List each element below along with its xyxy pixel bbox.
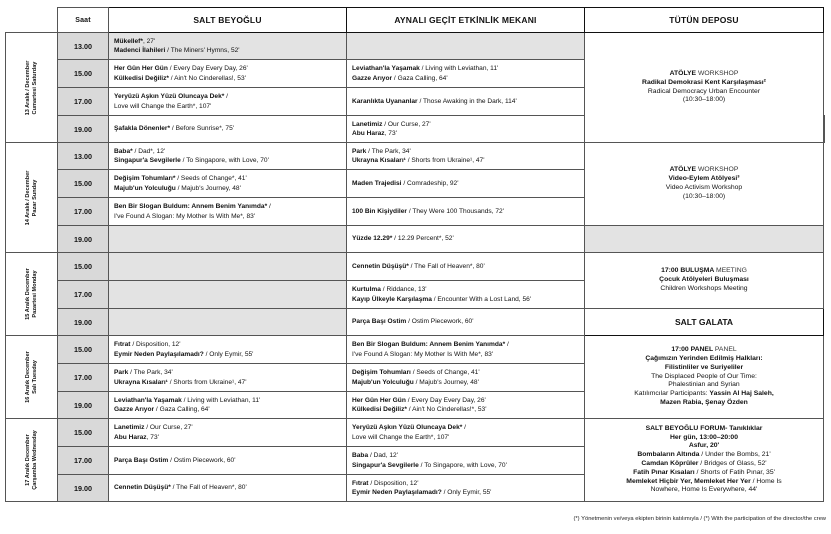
- event-detail: I've Found A Slogan: My Mother Is With Me*, 83': [114, 212, 256, 220]
- event-detail: / Our Curse, 27': [144, 424, 193, 432]
- event-title: Ben Bir Slogan Buldum: Annem Benim Yanımda*: [352, 341, 506, 349]
- forum-film: Asfur, 20': [688, 442, 720, 450]
- event-detail: / Every Day Every Day, 26': [167, 65, 248, 73]
- meeting-label-en: MEETING: [715, 267, 747, 275]
- event-detail: / Shorts from Ukraine¹, 47': [405, 157, 485, 164]
- event-detail: / Ostim Piecework, 60': [406, 318, 474, 326]
- day-label: 13 Aralık / December Cumartesi Saturday: [24, 60, 38, 115]
- meeting-title: Çocuk Atölyeleri Buluşması: [659, 276, 749, 284]
- salt-beyoglu-event: [109, 253, 347, 281]
- time-cell: 19.00: [58, 392, 109, 419]
- day-label: 17 Aralık December Çarşamba Wednesday: [24, 430, 38, 490]
- aynali-gecit-event: [347, 447, 585, 475]
- table-row: [6, 143, 825, 170]
- aynali-gecit-event: [347, 475, 585, 502]
- panel-title-en: The Displaced People of Our Time:: [651, 372, 757, 380]
- event-title: Fıtrat: [114, 341, 131, 349]
- time-cell: 17.00: [58, 447, 109, 475]
- time-cell: 19.00: [58, 116, 109, 143]
- event-detail: / The Park, 34': [128, 369, 173, 377]
- footnote: (*) Yönetmenin ve/veya ekipten birinin katılımıyla / (*) With the participation of the director/the crew: [573, 516, 826, 522]
- salt-beyoglu-event: [109, 226, 347, 253]
- event-detail: / Dad, 12': [368, 452, 398, 460]
- empty-cell: [824, 116, 825, 143]
- event-detail: / 12.29 Percent*, 52': [392, 235, 454, 243]
- aynali-gecit-event: [347, 60, 585, 88]
- event-detail: / Ain't No Cinderellas!*, 53': [406, 406, 487, 413]
- aynali-gecit-event: [347, 116, 585, 143]
- salt-beyoglu-event: [109, 475, 347, 502]
- event-detail: / To Singapore, with Love, 70': [418, 461, 507, 469]
- workshop-hours: (10:30–18:00): [682, 192, 726, 200]
- salt-beyoglu-event: [109, 419, 347, 447]
- header-aynali-gecit: AYNALI GEÇİT ETKİNLİK MEKANI: [347, 8, 585, 33]
- event-detail: / Disposition, 12': [368, 479, 419, 487]
- event-title: Değişim Tohumları: [352, 369, 411, 377]
- event-title: Gazze Arıyor: [352, 74, 393, 82]
- time-cell: 19.00: [58, 226, 109, 253]
- event-detail: / Disposition, 12': [130, 341, 181, 349]
- table-row: [6, 336, 825, 364]
- event-title: Değişim Tohumları*: [114, 175, 176, 183]
- event-title: Singapur'a Sevgilerle: [114, 157, 181, 164]
- forum-film-en: / Home Is: [750, 477, 782, 485]
- forum-film: Bombaların Altında: [637, 451, 700, 459]
- event-title: Majub'un Yolculuğu: [352, 378, 414, 386]
- event-detail: , 27': [142, 37, 156, 45]
- panel-participants-2: Mazen Rabia, Şenay Özden: [660, 398, 748, 406]
- event-detail: / Living with Leviathan, 11': [419, 65, 499, 73]
- salt-beyoglu-event: [109, 170, 347, 198]
- aynali-gecit-event: [347, 392, 585, 419]
- aynali-gecit-event: [347, 170, 585, 198]
- event-detail: / Majub's Journey, 48': [413, 378, 479, 386]
- day-label-cell: [6, 253, 58, 336]
- salt-beyoglu-event: [109, 336, 347, 364]
- header-salt-beyoglu: SALT BEYOĞLU: [109, 8, 347, 33]
- workshop-hours: (10:30–18:00): [682, 96, 726, 104]
- event-detail: / Gaza Calling, 64': [392, 74, 448, 82]
- day-label-cell: [6, 143, 58, 253]
- event-title: Eymir Neden Paylaşılamadı?: [114, 350, 204, 358]
- event-detail: , 73': [146, 433, 159, 441]
- event-detail: / Seeds of Change, 41': [410, 369, 480, 377]
- salt-beyoglu-event: [109, 392, 347, 419]
- event-detail: / Those Awaking in the Dark, 114': [417, 97, 517, 105]
- workshop-title: Video-Eylem Atölyesi³: [668, 175, 740, 183]
- event-detail: / The Fall of Heaven*, 80': [408, 262, 485, 270]
- event-title: Ben Bir Slogan Buldum: Annem Benim Yanımda*: [114, 203, 268, 211]
- event-title: Abu Haraz: [114, 433, 147, 441]
- salt-beyoglu-event: [109, 309, 347, 336]
- day-label-cell: [6, 336, 58, 419]
- event-detail: / Gaza Calling, 64': [154, 406, 210, 413]
- event-title: Karanlıkta Uyananlar: [352, 97, 418, 105]
- event-detail: I've Found A Slogan: My Mother Is With Me*, 83': [352, 350, 494, 358]
- forum-cell: [585, 419, 824, 502]
- event-detail: / Encounter With a Lost Land, 56': [431, 295, 532, 303]
- header-tutun-deposu: TÜTÜN DEPOSU: [585, 8, 824, 33]
- event-title: Singapur'a Sevgilerle: [352, 461, 419, 469]
- workshop-title: Radikal Demokrasi Kent Karşılaşması²: [642, 78, 766, 86]
- event-detail: / Living with Leviathan, 11': [181, 396, 261, 404]
- event-detail: / To Singapore, with Love, 70': [180, 157, 269, 164]
- event-detail: /: [267, 203, 271, 211]
- event-detail: / Every Day Every Day, 26': [405, 396, 486, 404]
- salt-beyoglu-event: [109, 88, 347, 116]
- event-title: Lanetimiz: [114, 424, 145, 432]
- panel-participants-label: Katılımcılar Participants:: [634, 390, 710, 398]
- forum-film: Memleket Hiçbir Yer, Memleket Her Yer: [626, 477, 751, 485]
- salt-beyoglu-event: [109, 281, 347, 309]
- event-title: Park: [114, 369, 129, 377]
- workshop-label: ATÖLYE: [669, 166, 698, 174]
- table-row: [6, 226, 825, 253]
- salt-beyoglu-event: [109, 116, 347, 143]
- aynali-gecit-event: [347, 88, 585, 116]
- event-title: Ukrayna Kısaları¹: [114, 378, 168, 386]
- table-row: [6, 253, 825, 281]
- forum-film-en: / Bridges of Glass, 52': [698, 460, 767, 467]
- event-detail: / The Park, 34': [366, 147, 411, 155]
- event-detail: / Seeds of Change*, 41': [175, 175, 247, 183]
- forum-film: Camdan Köprüler: [641, 460, 699, 467]
- forum-film-en: / Under the Bombs, 21': [699, 451, 771, 459]
- table-row: [6, 33, 825, 60]
- event-title: Abu Haraz: [352, 130, 385, 137]
- aynali-gecit-event: [347, 226, 585, 253]
- day-label: 15 Aralık December Pazartesi Monday: [24, 268, 38, 320]
- event-title: Fıtrat: [352, 479, 369, 487]
- time-cell: 13.00: [58, 33, 109, 60]
- event-detail: / Majub's Journey, 48': [175, 184, 241, 192]
- table-row: [6, 309, 825, 336]
- event-title: Majub'un Yolculuğu: [114, 184, 176, 192]
- aynali-gecit-event: [347, 309, 585, 336]
- event-title: Cennetin Düşüşü*: [352, 262, 409, 270]
- workshop-title-en: Video Activism Workshop: [665, 184, 743, 191]
- time-cell: 15.00: [58, 170, 109, 198]
- aynali-gecit-event: [347, 253, 585, 281]
- time-cell: 17.00: [58, 88, 109, 116]
- event-detail: / The Miners' Hymns, 52': [165, 47, 240, 54]
- event-title: Her Gün Her Gün: [352, 396, 406, 404]
- forum-film-en: Nowhere, Home Is Everywhere, 44': [650, 486, 758, 494]
- event-detail: / Riddance, 13': [380, 286, 427, 294]
- salt-beyoglu-event: [109, 143, 347, 170]
- forum-film-en: / Shorts of Fatih Pınar, 35': [694, 468, 775, 476]
- workshop-label-en: WORKSHOP: [697, 69, 739, 77]
- aynali-gecit-event: [347, 419, 585, 447]
- salt-beyoglu-event: [109, 60, 347, 88]
- workshop-label-en: WORKSHOP: [697, 166, 739, 174]
- event-title: Mükellef*: [114, 37, 143, 45]
- time-cell: 13.00: [58, 143, 109, 170]
- aynali-gecit-event: [347, 143, 585, 170]
- salt-beyoglu-event: [109, 364, 347, 392]
- forum-hours: Her gün, 13:00–20:00: [669, 433, 738, 441]
- event-detail: / Only Eymir, 55': [441, 489, 492, 496]
- event-title: Maden Trajedisi: [352, 179, 402, 187]
- salt-beyoglu-event: [109, 33, 347, 60]
- time-cell: 17.00: [58, 281, 109, 309]
- event-title: Kurtulma: [352, 286, 381, 294]
- workshop-cell-13: [585, 33, 824, 143]
- salt-beyoglu-event: [109, 198, 347, 226]
- time-cell: 15.00: [58, 253, 109, 281]
- schedule-body: [6, 33, 825, 502]
- event-title: Gazze Arıyor: [114, 406, 155, 413]
- meeting-title-en: Children Workshops Meeting: [660, 284, 748, 292]
- empty-cell: [585, 226, 824, 253]
- panel-cell: [585, 336, 824, 419]
- event-title: Leviathan'la Yaşamak: [352, 65, 420, 73]
- event-detail: / Before Sunrise*, 75': [170, 125, 235, 133]
- event-detail: / They Were 100 Thousands, 72': [406, 207, 504, 215]
- day-label-cell: [6, 33, 58, 143]
- event-title: 100 Bin Kişiydiler: [352, 207, 407, 215]
- event-title: Eymir Neden Paylaşılamadı?: [352, 489, 442, 496]
- header-row: [6, 8, 825, 33]
- meeting-cell: [585, 253, 824, 309]
- time-cell: 15.00: [58, 60, 109, 88]
- time-cell: 19.00: [58, 475, 109, 502]
- event-title: Lanetimiz: [352, 120, 383, 128]
- forum-title: SALT BEYOĞLU FORUM- Tanıklıklar: [645, 424, 763, 432]
- day-label: 14 Aralık / December Pazar Sunday: [24, 170, 38, 225]
- event-title: Kayıp Ülkeyle Karşılaşma: [352, 295, 432, 303]
- event-detail: / Comradeship, 92': [401, 179, 459, 187]
- day-label: 16 Aralık December Salı Tuesday: [24, 351, 38, 403]
- time-cell: 17.00: [58, 198, 109, 226]
- panel-label-en: PANEL: [714, 346, 737, 354]
- event-detail: , 73': [384, 130, 397, 137]
- event-title: Külkedisi Değiliz*: [352, 406, 407, 413]
- aynali-gecit-event: [347, 33, 585, 60]
- event-detail: / The Fall of Heaven*, 80': [170, 484, 247, 492]
- event-title: Leviathan'la Yaşamak: [114, 396, 182, 404]
- header-blank: [6, 8, 58, 33]
- panel-label: 17:00 PANEL: [671, 346, 715, 354]
- aynali-gecit-event: [347, 336, 585, 364]
- aynali-gecit-event: [347, 281, 585, 309]
- panel-title-2: Filistinliler ve Suriyeliler: [664, 363, 744, 371]
- table-row: [6, 419, 825, 447]
- event-title: Ukrayna Kısaları¹: [352, 157, 406, 164]
- workshop-cell-14: [585, 143, 824, 226]
- event-title: Külkedisi Değiliz*: [114, 74, 169, 82]
- panel-title: Çağımızın Yerinden Edilmiş Halkları:: [645, 355, 763, 362]
- header-saat: Saat: [58, 8, 109, 33]
- event-title: Madenci İlahileri: [114, 47, 166, 54]
- event-detail: / Our Curse, 27': [382, 120, 431, 128]
- schedule-grid: [5, 7, 825, 502]
- workshop-label: ATÖLYE: [669, 69, 698, 77]
- meeting-label: 17:00 BULUŞMA: [661, 267, 716, 275]
- event-detail: / Dad*, 12': [132, 147, 166, 155]
- schedule-table: [5, 7, 825, 502]
- event-title: Yeryüzü Aşkın Yüzü Oluncaya Dek*: [352, 424, 463, 432]
- event-detail: /: [505, 341, 509, 349]
- event-title: Cennetin Düşüşü*: [114, 484, 171, 492]
- aynali-gecit-event: [347, 198, 585, 226]
- salt-beyoglu-event: [109, 447, 347, 475]
- event-detail: / Ostim Piecework, 60': [168, 456, 236, 464]
- panel-participants: Yassin Al Haj Saleh,: [709, 390, 774, 398]
- workshop-title-en: Radical Democracy Urban Encounter: [647, 87, 761, 95]
- event-title: Her Gün Her Gün: [114, 65, 168, 73]
- event-title: Yeryüzü Aşkın Yüzü Oluncaya Dek*: [114, 93, 225, 101]
- event-detail: Love will Change the Earth*, 107': [114, 102, 212, 110]
- time-cell: 15.00: [58, 419, 109, 447]
- event-title: Baba: [352, 452, 369, 460]
- event-detail: / Only Eymir, 55': [203, 350, 254, 358]
- event-detail: Love will Change the Earth*, 107': [352, 433, 450, 441]
- time-cell: 17.00: [58, 364, 109, 392]
- event-title: Yüzde 12.29*: [352, 235, 393, 243]
- forum-film: Fatih Pınar Kısaları: [633, 468, 695, 476]
- aynali-gecit-event: [347, 364, 585, 392]
- event-title: Baba*: [114, 147, 133, 155]
- event-title: Parça Başı Ostim: [114, 456, 169, 464]
- header-salt-galata: SALT GALATA: [585, 309, 824, 336]
- event-detail: /: [224, 93, 228, 101]
- time-cell: 15.00: [58, 336, 109, 364]
- time-cell: 19.00: [58, 309, 109, 336]
- event-detail: /: [462, 424, 466, 432]
- event-title: Park: [352, 147, 367, 155]
- event-title: Şafakla Dönenler*: [114, 125, 171, 133]
- event-detail: / Shorts from Ukraine¹, 47': [167, 378, 247, 386]
- event-detail: / Ain't No Cinderellas!, 53': [168, 74, 246, 82]
- event-title: Parça Başı Ostim: [352, 318, 407, 326]
- day-label-cell: [6, 419, 58, 502]
- panel-title-en-2: Phalestinian and Syrian: [668, 381, 740, 389]
